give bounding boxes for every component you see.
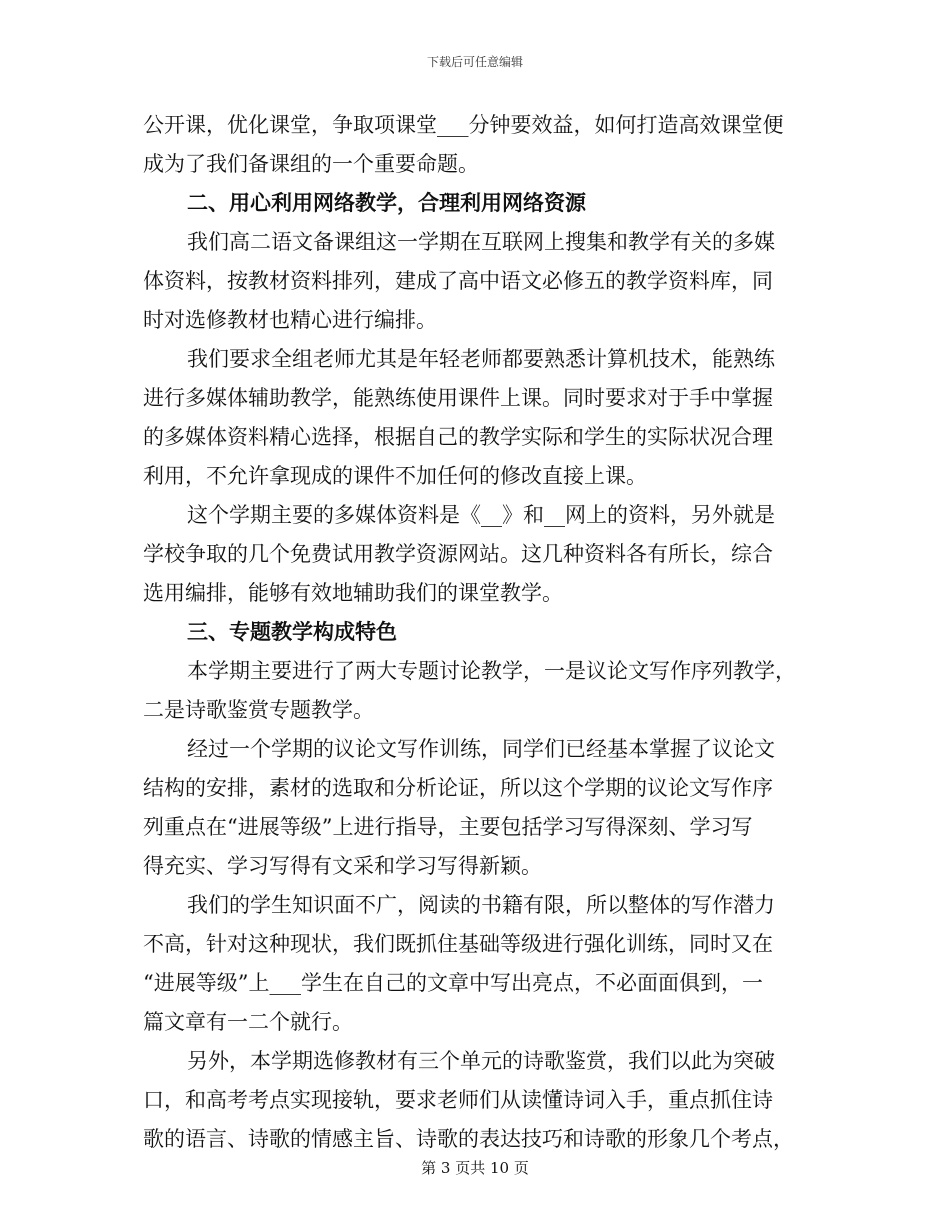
- text-line: 另外，本学期选修教材有三个单元的诗歌鉴赏，我们以此为突破: [187, 1049, 775, 1073]
- text-line: 公开课，优化课堂，争取项课堂___分钟要效益，如何打造高效课堂便: [143, 113, 784, 137]
- text-line: 我们高二语文备课组这一学期在互联网上搜集和教学有关的多媒: [187, 230, 775, 254]
- text-line: 结构的安排，素材的选取和分析论证，所以这个学期的议论文写作序: [143, 776, 773, 800]
- text-line: 我们要求全组老师尤其是年轻老师都要熟悉计算机技术，能熟练: [187, 347, 775, 371]
- text-line: 口，和高考考点实现接轨，要求老师们从读懂诗词入手，重点抓住诗: [143, 1088, 773, 1112]
- text-line: 这个学期主要的多媒体资料是《__》和__网上的资料，另外就是: [187, 503, 775, 527]
- text-line: 经过一个学期的议论文写作训练，同学们已经基本掌握了议论文: [187, 737, 775, 761]
- text-line: 选用编排，能够有效地辅助我们的课堂教学。: [143, 581, 563, 605]
- text-line: 的多媒体资料精心选择，根据自己的教学实际和学生的实际状况合理: [143, 425, 773, 449]
- text-line: 得充实、学习写得有文采和学习写得新颖。: [143, 854, 542, 878]
- text-line: “进展等级”上___学生在自己的文章中写出亮点，不必面面俱到，一: [143, 971, 763, 995]
- text-line: 二是诗歌鉴赏专题教学。: [143, 698, 374, 722]
- page-footer: 第 3 页共 10 页: [421, 1159, 529, 1177]
- section-heading: 二、用心利用网络教学，合理利用网络资源: [187, 191, 586, 215]
- section-heading: 三、专题教学构成特色: [187, 620, 397, 644]
- page-header: 下载后可任意编辑: [426, 55, 523, 69]
- text-line: 学校争取的几个免费试用教学资源网站。这几种资料各有所长，综合: [143, 542, 773, 566]
- document-body: [143, 106, 807, 1159]
- text-line: 利用，不允许拿现成的课件不加任何的修改直接上课。: [143, 464, 647, 488]
- text-line: 篇文章有一二个就行。: [143, 1010, 353, 1034]
- text-line: 时对选修教材也精心进行编排。: [143, 308, 437, 332]
- text-line: 本学期主要进行了两大专题讨论教学，一是议论文写作序列教学，: [187, 659, 796, 683]
- text-line: 列重点在“进展等级”上进行指导，主要包括学习写得深刻、学习写: [143, 815, 753, 839]
- text-line: 进行多媒体辅助教学，能熟练使用课件上课。同时要求对于手中掌握: [143, 386, 773, 410]
- text-line: 歌的语言、诗歌的情感主旨、诗歌的表达技巧和诗歌的形象几个考点，: [143, 1127, 794, 1151]
- text-line: 体资料，按教材资料排列，建成了高中语文必修五的教学资料库，同: [143, 269, 773, 293]
- text-line: 我们的学生知识面不广，阅读的书籍有限，所以整体的写作潜力: [187, 893, 775, 917]
- text-line: 成为了我们备课组的一个重要命题。: [143, 152, 479, 176]
- text-line: 不高，针对这种现状，我们既抓住基础等级进行强化训练，同时又在: [143, 932, 773, 956]
